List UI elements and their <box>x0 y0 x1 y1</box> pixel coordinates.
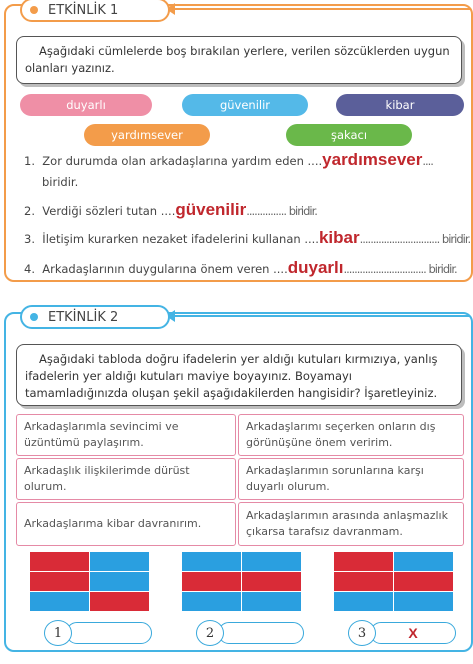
activity-1-section <box>4 4 473 282</box>
answer-field[interactable]: duyarlı <box>287 258 344 277</box>
option-answer-box[interactable] <box>66 622 152 644</box>
activity-2-section <box>4 309 473 652</box>
shape-cell-blue <box>30 592 89 611</box>
question-number: 2. <box>24 204 35 218</box>
shape-cell-blue <box>90 552 149 571</box>
shape-cell-red <box>90 592 149 611</box>
question-number: 4. <box>24 262 35 276</box>
answer-field[interactable]: kibar <box>318 228 360 247</box>
question-text: Verdiği sözleri tutan .... <box>42 204 176 218</box>
word-duyarli: duyarlı <box>20 94 152 116</box>
activity-1-instruction: Aşağıdaki cümlelerde boş bırakılan yerlere, verilen sözcüklerden uygun olanları yazınız. <box>16 36 462 84</box>
shape-cell-blue <box>394 552 453 571</box>
option-number: 1 <box>44 620 72 646</box>
bullet-icon <box>30 6 38 14</box>
shape-cell-blue <box>242 552 301 571</box>
option-2[interactable] <box>196 620 306 646</box>
statement-cell[interactable]: Arkadaşlık ilişkilerimde dürüst olurum. <box>16 458 236 500</box>
statement-cell[interactable]: Arkadaşlarıma kibar davranırım. <box>16 502 236 546</box>
option-1-shape <box>30 552 150 612</box>
shape-cell-blue <box>182 552 241 571</box>
option-3-shape <box>334 552 454 612</box>
option-number: 2 <box>196 620 224 646</box>
shape-cell-red <box>334 552 393 571</box>
word-guvenilir: güvenilir <box>182 94 308 116</box>
answer-field[interactable]: yardımsever <box>322 150 423 169</box>
activity-1-title <box>20 0 170 22</box>
shape-cell-red <box>30 572 89 591</box>
statement-cell[interactable]: Arkadaşlarımın arasında anlaşmazlık çıkarsa tarafsız davranmam. <box>238 502 464 546</box>
shape-cell-red <box>30 552 89 571</box>
question-2 <box>24 202 464 219</box>
question-4 <box>24 260 473 277</box>
option-2-shape <box>182 552 302 612</box>
shape-cell-blue <box>334 592 393 611</box>
blank-dots: .............................. biridir. <box>359 232 471 246</box>
statement-cell[interactable]: Arkadaşlarımın sorunlarına karşı duyarlı olurum. <box>238 458 464 500</box>
word-kibar: kibar <box>336 94 464 116</box>
question-3 <box>24 230 473 247</box>
option-3[interactable] <box>348 620 458 646</box>
word-yardimsever: yardımsever <box>84 124 210 146</box>
title-line <box>170 8 470 10</box>
question-text: İletişim kurarken nezaket ifadelerini kullanan .... <box>42 232 319 246</box>
shape-cell-red <box>334 572 393 591</box>
activity-2-instruction: Aşağıdaki tabloda doğru ifadelerin yer aldığı kutuları kırmızıya, yanlış ifadelerin yer aldığı kutuları maviye boyayınız. Boyamayı tamamladığınızda oluşan şekil aşağıdakilerden hangisidir? İşaretleyiniz. <box>16 344 462 406</box>
answer-field[interactable]: güvenilir <box>175 200 247 219</box>
statement-cell[interactable]: Arkadaşlarımla sevincimi ve üzüntümü paylaşırım. <box>16 414 236 456</box>
question-text: Arkadaşlarının duygularına önem veren .... <box>42 262 288 276</box>
shape-cell-red <box>182 572 241 591</box>
option-number: 3 <box>348 620 376 646</box>
question-1-continuation: biridir. <box>42 175 79 189</box>
bullet-icon <box>30 313 38 321</box>
question-text: Zor durumda olan arkadaşlarına yardım eden .... <box>42 154 323 168</box>
activity-1-title-text: ETKİNLİK 1 <box>48 2 119 18</box>
shape-cell-blue <box>394 592 453 611</box>
word-sakaci: şakacı <box>286 124 412 146</box>
shape-cell-red <box>394 572 453 591</box>
option-answer-box[interactable] <box>218 622 304 644</box>
shape-cell-blue <box>90 572 149 591</box>
shape-cell-red <box>242 572 301 591</box>
title-line <box>170 315 470 317</box>
question-number: 1. <box>24 154 35 168</box>
activity-2-title-text: ETKİNLİK 2 <box>48 309 119 325</box>
shape-cell-blue <box>182 592 241 611</box>
activity-2-title <box>20 305 170 329</box>
shape-cell-blue <box>242 592 301 611</box>
statement-cell[interactable]: Arkadaşlarımı seçerken onların dış görünüşüne önem veririm. <box>238 414 464 456</box>
question-number: 3. <box>24 232 35 246</box>
option-1[interactable] <box>44 620 154 646</box>
blank-dots: ............................... biridir. <box>343 262 457 276</box>
blank-dots: ............... biridir. <box>246 204 317 218</box>
blank-dots: .... <box>422 154 433 168</box>
question-1 <box>24 152 464 169</box>
option-answer-box[interactable]: X <box>370 622 456 644</box>
